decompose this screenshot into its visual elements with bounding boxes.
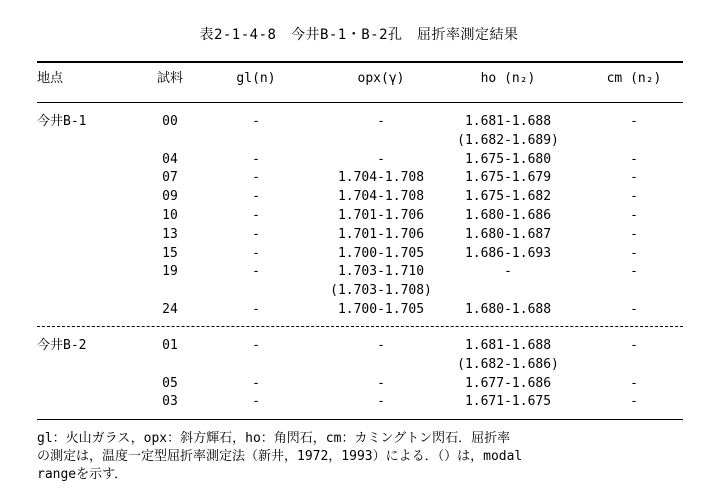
cell-opx: 1.704-1.708: [337, 170, 425, 185]
footnote: [37, 430, 697, 484]
cell-opx: -: [377, 376, 385, 391]
cell-ho: 1.675-1.680: [464, 152, 552, 167]
cell-cm: -: [630, 394, 638, 409]
cell-cm: -: [630, 264, 638, 279]
table-title: 表2-1-4-8 今井B-1・B-2孔 屈折率測定結果: [199, 27, 519, 43]
cell-gl: -: [252, 376, 260, 391]
header-sample: 試料: [156, 71, 184, 86]
site-label: 今井B-1: [37, 114, 87, 129]
header-rule: [37, 102, 683, 103]
cell-cm: -: [630, 227, 638, 242]
cell-cm: -: [630, 338, 638, 353]
footnote-line: gl：火山ガラス，opx：斜方輝石，ho：角閃石，cm：カミングトン閃石．屈折率: [37, 431, 511, 446]
footnote-line: の測定は，温度一定型屈折率測定法（新井，1972，1993）による．（）は，modal: [37, 449, 523, 464]
cell-ho: 1.675-1.682: [464, 189, 552, 204]
cell-sample: 09: [162, 189, 178, 204]
cell-gl: -: [252, 189, 260, 204]
cell-sample: 03: [162, 394, 178, 409]
cell-opx: 1.700-1.705: [337, 246, 425, 261]
cell-cm: -: [630, 302, 638, 317]
cell-gl: -: [252, 246, 260, 261]
header-ho: ho (n₂): [480, 71, 536, 86]
cell-gl: -: [252, 302, 260, 317]
cell-cm: -: [630, 114, 638, 129]
cell-ho: 1.677-1.686: [464, 376, 552, 391]
cell-opx: (1.703-1.708): [330, 283, 432, 298]
cell-opx: 1.704-1.708: [337, 189, 425, 204]
cell-cm: -: [630, 246, 638, 261]
cell-gl: -: [252, 170, 260, 185]
header-opx: opx(γ): [357, 71, 405, 86]
cell-gl: -: [252, 227, 260, 242]
cell-opx: -: [377, 114, 385, 129]
cell-opx: 1.700-1.705: [337, 302, 425, 317]
cell-ho: 1.680-1.687: [464, 227, 552, 242]
cell-opx: -: [377, 394, 385, 409]
cell-sample: 24: [162, 302, 178, 317]
cell-ho: 1.681-1.688: [464, 338, 552, 353]
group-separator: [37, 326, 683, 327]
cell-ho: 1.675-1.679: [464, 170, 552, 185]
cell-ho: 1.681-1.688: [464, 114, 552, 129]
cell-sample: 07: [162, 170, 178, 185]
header-gl: gl(n): [236, 71, 276, 86]
cell-sample: 01: [162, 338, 178, 353]
cell-opx: 1.701-1.706: [337, 208, 425, 223]
cell-gl: -: [252, 208, 260, 223]
cell-gl: -: [252, 264, 260, 279]
cell-gl: -: [252, 114, 260, 129]
cell-ho: (1.682-1.686): [457, 357, 559, 372]
cell-sample: 04: [162, 152, 178, 167]
cell-opx: -: [377, 152, 385, 167]
cell-opx: -: [377, 338, 385, 353]
cell-sample: 05: [162, 376, 178, 391]
cell-sample: 10: [162, 208, 178, 223]
cell-ho: 1.680-1.686: [464, 208, 552, 223]
cell-cm: -: [630, 376, 638, 391]
cell-gl: -: [252, 338, 260, 353]
cell-ho: 1.680-1.688: [464, 302, 552, 317]
cell-cm: -: [630, 152, 638, 167]
header-site: 地点: [37, 71, 64, 86]
cell-cm: -: [630, 208, 638, 223]
cell-sample: 13: [162, 227, 178, 242]
cell-cm: -: [630, 170, 638, 185]
cell-sample: 00: [162, 114, 178, 129]
cell-gl: -: [252, 152, 260, 167]
top-rule: [37, 61, 683, 63]
site-label: 今井B-2: [37, 338, 87, 353]
cell-cm: -: [630, 189, 638, 204]
cell-gl: -: [252, 394, 260, 409]
cell-ho: (1.682-1.689): [457, 133, 559, 148]
footnote-line: rangeを示す．: [37, 467, 128, 482]
cell-ho: 1.671-1.675: [464, 394, 552, 409]
cell-opx: 1.703-1.710: [337, 264, 425, 279]
cell-ho: 1.686-1.693: [464, 246, 552, 261]
header-cm: cm (n₂): [606, 71, 662, 86]
cell-opx: 1.701-1.706: [337, 227, 425, 242]
bottom-rule: [37, 419, 683, 420]
cell-sample: 15: [162, 246, 178, 261]
cell-sample: 19: [162, 264, 178, 279]
cell-ho: -: [504, 264, 512, 279]
